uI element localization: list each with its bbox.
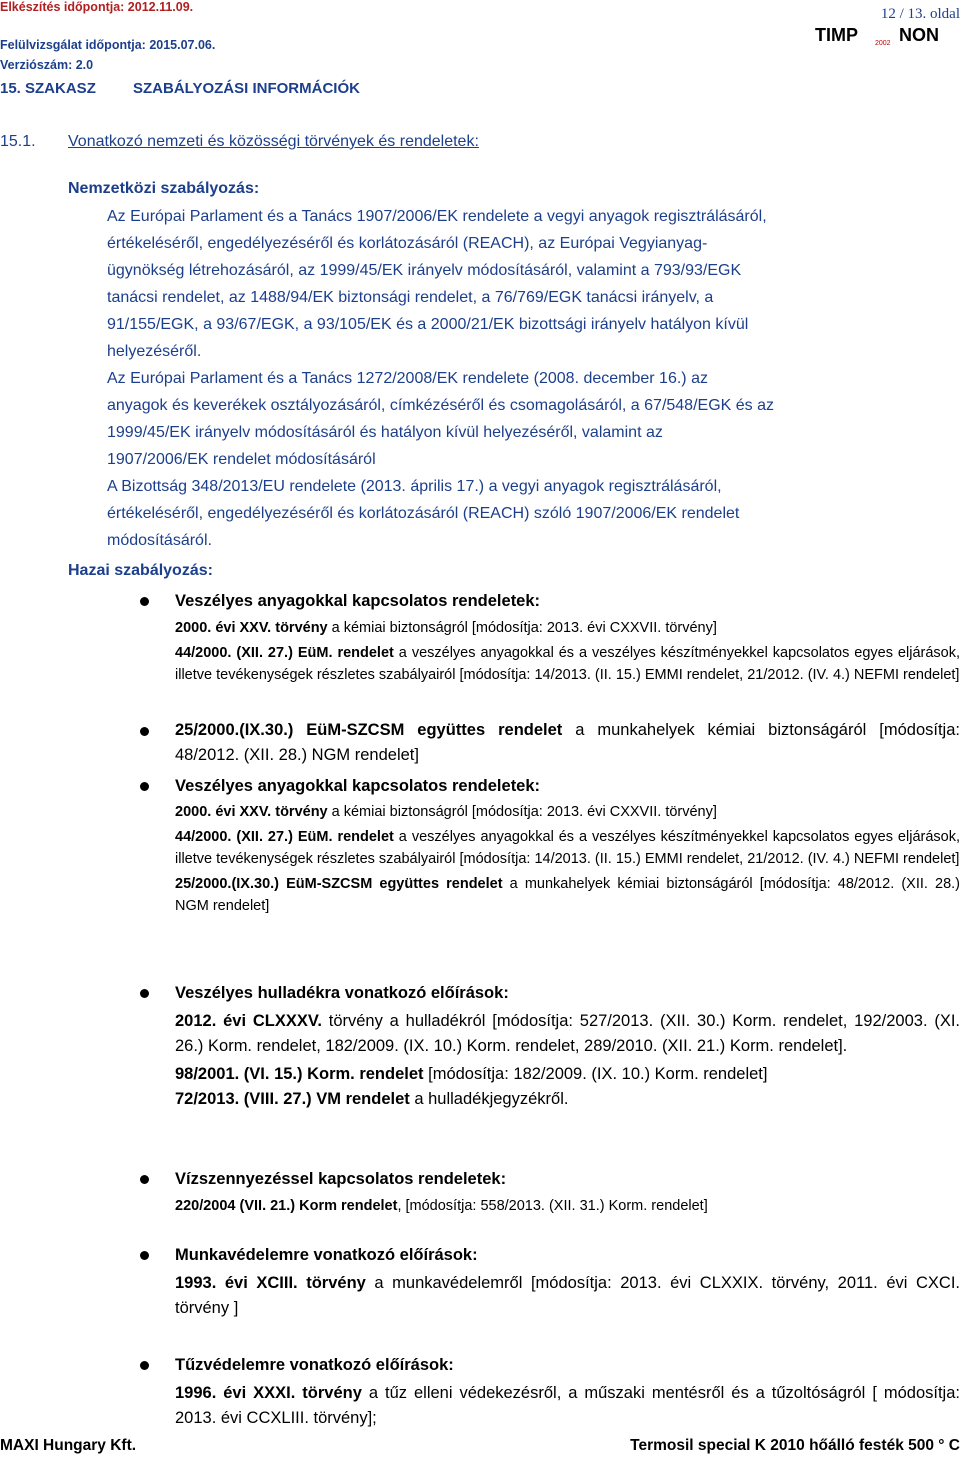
intl-line: Az Európai Parlament és a Tanács 1272/2008/EK rendelete (2008. december 16.) az — [107, 370, 708, 387]
bullet-line: 2000. évi XXV. törvény a kémiai biztonságról [módosítja: 2013. évi CXXVII. törvény] — [175, 804, 717, 820]
bullet-hazardous-substances-2 — [175, 774, 960, 917]
bullet-icon — [140, 989, 149, 998]
intl-line: értékeléséről, engedélyezéséről és korlátozásáról (REACH) szóló 1907/2006/EK rendelet — [107, 505, 740, 522]
bullet-heading: Veszélyes hulladékra vonatkozó előírások: — [175, 984, 509, 1002]
bullet-icon — [140, 727, 149, 736]
intl-line: módosításáról. — [107, 532, 212, 549]
bullet-water-pollution — [175, 1167, 960, 1217]
intl-line: Az Európai Parlament és a Tanács 1907/2006/EK rendelete a vegyi anyagok regisztrálásáról, — [107, 208, 767, 225]
bullet-line: 25/2000.(IX.30.) EüM-SZCSM együttes rendelet a munkahelyek kémiai biztonságáról [módosítja: 48/2012. (XII. 28.) NGM rendelet] — [175, 721, 960, 764]
bullet-fire-protection — [175, 1353, 960, 1431]
logo-right-text: NON — [899, 25, 939, 45]
bullet-hazardous-waste — [175, 981, 960, 1112]
bullet-line: 25/2000.(IX.30.) EüM-SZCSM együttes rendelet a munkahelyek kémiai biztonságáról [módosítja: 48/2012. (XII. 28.) NGM rendelet] — [175, 876, 960, 914]
bullet-icon — [140, 782, 149, 791]
intl-line: 91/155/EGK, a 93/67/EGK, a 93/105/EK és a 2000/21/EK bizottsági irányelv hatályon kívül — [107, 316, 749, 333]
bullet-heading: Tűzvédelemre vonatkozó előírások: — [175, 1356, 454, 1374]
bullet-occupational-safety — [175, 1243, 960, 1321]
bullet-line: 72/2013. (VIII. 27.) VM rendelet a hulladékjegyzékről. — [175, 1090, 569, 1108]
version-number: Verziószám: 2.0 — [0, 58, 94, 72]
bullet-heading: Munkavédelemre vonatkozó előírások: — [175, 1246, 478, 1264]
bullet-line: 220/2004 (VII. 21.) Korm rendelet, [módosítja: 558/2013. (XII. 31.) Korm. rendelet] — [175, 1198, 708, 1214]
section-title: SZABÁLYOZÁSI INFORMÁCIÓK — [133, 80, 360, 97]
international-label: Nemzetközi szabályozás: — [68, 180, 260, 197]
bullet-hazardous-substances-1 — [175, 589, 960, 686]
bullet-line: 44/2000. (XII. 27.) EüM. rendelet a veszélyes anyagokkal és a veszélyes készítményekkel kapcsolatos egyes eljárások, illetve tevékenységek részletes szabályairól [módosítja: 14/2013. (II. 15.) EMMI rendelet, 21/2012. (IV. 4.) NEFMI rendelet] — [175, 645, 960, 683]
subsection-number: 15.1. — [0, 133, 36, 150]
page-number: 12 / 13. oldal — [880, 6, 960, 22]
company-logo — [815, 24, 945, 46]
subsection-title: Vonatkozó nemzeti és közösségi törvények és rendeletek: — [68, 133, 479, 150]
footer-company: MAXI Hungary Kft. — [0, 1437, 137, 1454]
intl-line: anyagok és keverékek osztályozásáról, címkézéséről és csomagolásáról, a 67/548/EGK és az — [107, 397, 774, 414]
created-date: Elkészítés időpontja: 2012.11.09. — [0, 0, 194, 14]
international-text — [107, 203, 774, 554]
bullet-workplace-chemical-safety — [175, 718, 960, 768]
bullet-line: 98/2001. (VI. 15.) Korm. rendelet [módosítja: 182/2009. (IX. 10.) Korm. rendelet] — [175, 1065, 768, 1083]
bullet-icon — [140, 1175, 149, 1184]
footer-product: Termosil special K 2010 hőálló festék 500 ° C — [630, 1437, 960, 1454]
bullet-heading: Vízszennyezéssel kapcsolatos rendeletek: — [175, 1170, 507, 1188]
bullet-heading: Veszélyes anyagokkal kapcsolatos rendeletek: — [175, 777, 541, 795]
intl-line: A Bizottság 348/2013/EU rendelete (2013. április 17.) a vegyi anyagok regisztrálásáról, — [107, 478, 722, 495]
intl-line: 1999/45/EK irányelv módosításáról és hatályon kívül helyezéséről, valamint az — [107, 424, 663, 441]
bullet-line: 1993. évi XCIII. törvény a munkavédelemről [módosítja: 2013. évi CLXXIX. törvény, 2011. évi CXCI. törvény ] — [175, 1274, 960, 1317]
intl-line: értékeléséről, engedélyezéséről és korlátozásáról (REACH), az Európai Vegyianyag- — [107, 235, 708, 252]
logo-left-text: TIMP — [815, 25, 858, 45]
bullet-line: 1996. évi XXXI. törvény a tűz elleni védekezésről, a műszaki mentésről és a tűzoltóságról [ módosítja: 2013. évi CCXLIII. törvény]; — [175, 1384, 960, 1427]
logo-year: 2002 — [875, 40, 891, 46]
bullet-icon — [140, 1251, 149, 1260]
bullet-line: 2000. évi XXV. törvény a kémiai biztonságról [módosítja: 2013. évi CXXVII. törvény] — [175, 620, 717, 636]
bullet-line: 2012. évi CLXXXV. törvény a hulladékról [módosítja: 527/2013. (XII. 30.) Korm. rendelet, 192/2003. (XI. 26.) Korm. rendelet, 182/2009. (IX. 10.) Korm. rendelet, 289/2010. (XII. 21.) Korm. rendelet]. — [175, 1012, 960, 1055]
section-number: 15. SZAKASZ — [0, 80, 96, 97]
bullet-icon — [140, 1361, 149, 1370]
bullet-icon — [140, 597, 149, 606]
intl-line: 1907/2006/EK rendelet módosításáról — [107, 451, 376, 468]
domestic-label: Hazai szabályozás: — [68, 562, 213, 579]
intl-line: tanácsi rendelet, az 1488/94/EK biztonsági rendelet, a 76/769/EGK tanácsi irányelv, a — [107, 289, 714, 306]
intl-line: helyezéséről. — [107, 343, 202, 360]
intl-line: ügynökség létrehozásáról, az 1999/45/EK irányelv módosításáról, valamint a 793/93/EGK — [107, 262, 742, 279]
bullet-heading: Veszélyes anyagokkal kapcsolatos rendeletek: — [175, 592, 541, 610]
bullet-line: 44/2000. (XII. 27.) EüM. rendelet a veszélyes anyagokkal és a veszélyes készítményekkel kapcsolatos egyes eljárások, illetve tevékenységek részletes szabályairól [módosítja: 14/2013. (II. 15.) EMMI rendelet, 21/2012. (IV. 4.) NEFMI rendelet] — [175, 829, 960, 867]
revision-date: Felülvizsgálat időpontja: 2015.07.06. — [0, 38, 216, 52]
